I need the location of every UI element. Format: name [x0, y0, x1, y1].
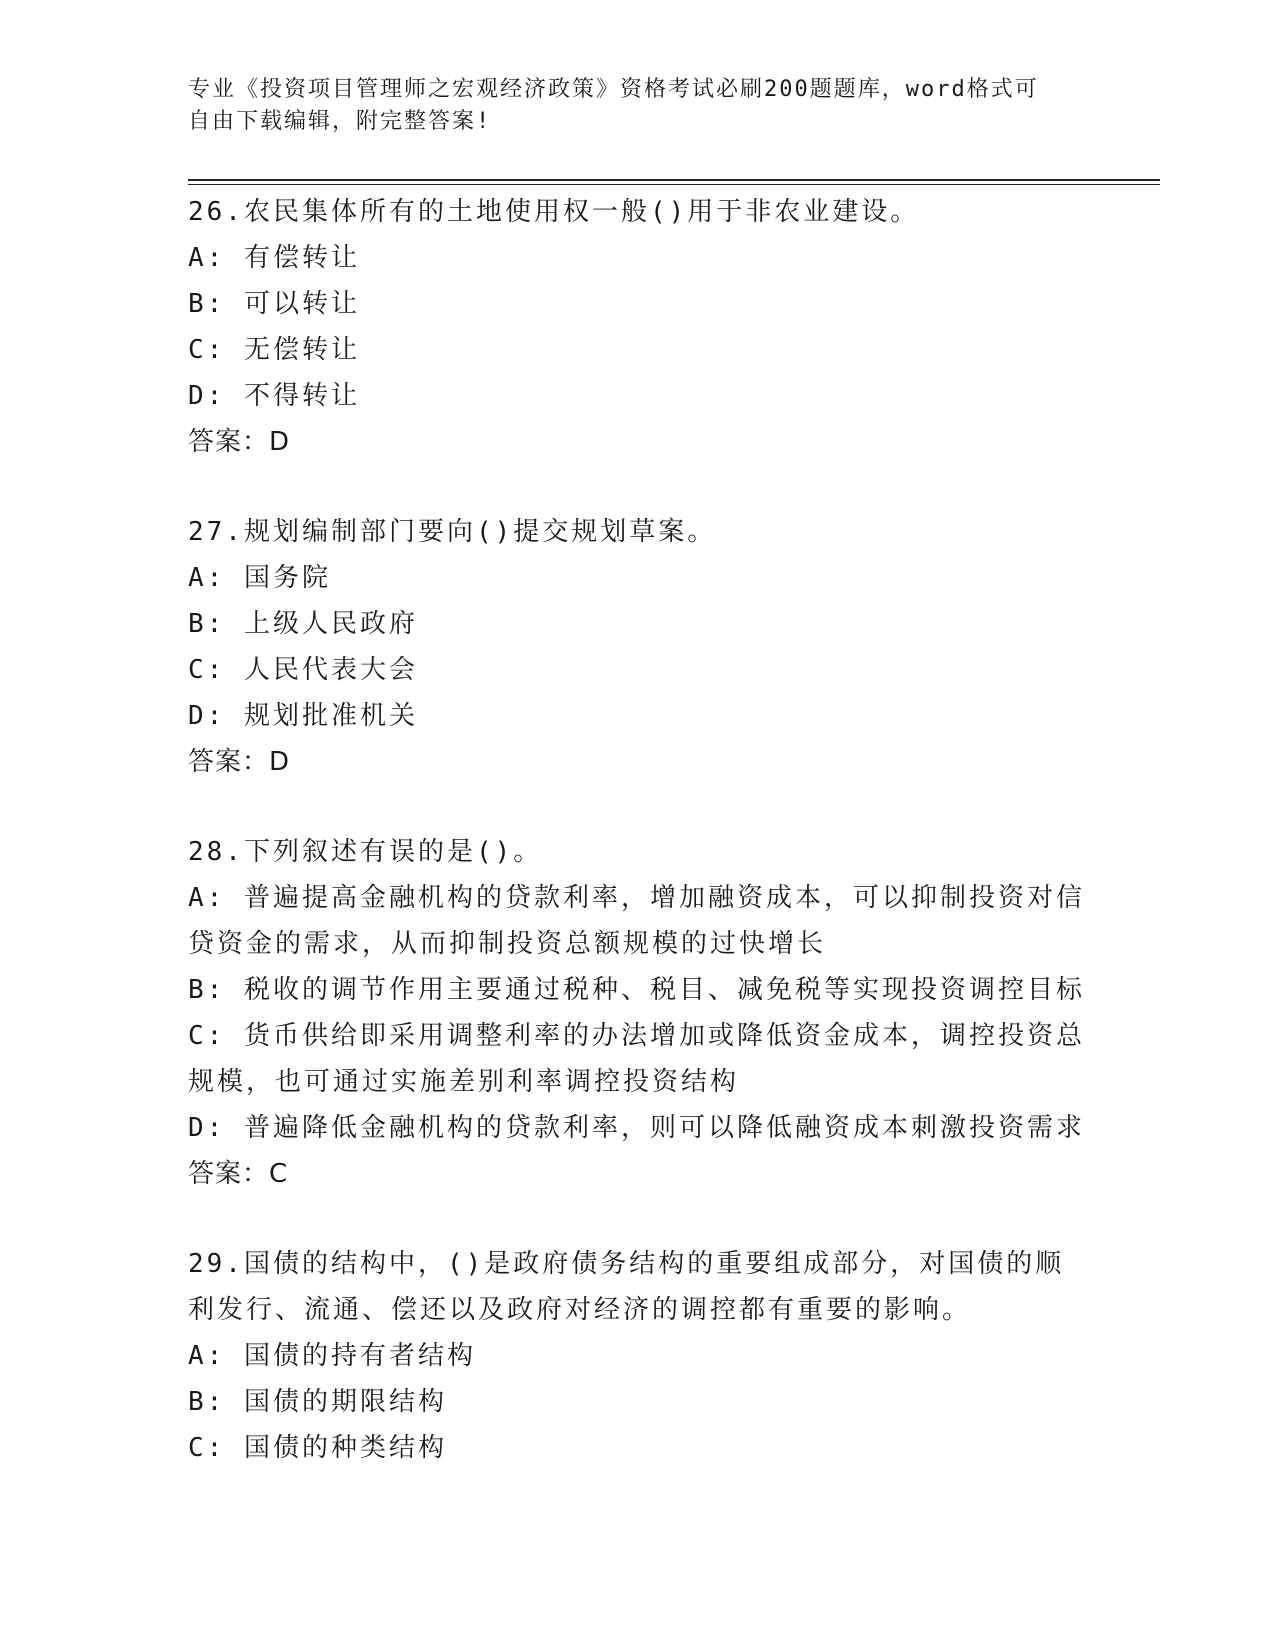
option-c: C: 国债的种类结构: [188, 1433, 447, 1463]
header-line-2: 自由下载编辑，附完整答案!: [188, 109, 492, 134]
option-a: A: 国债的持有者结构: [188, 1341, 476, 1371]
option-b: B: 国债的期限结构: [188, 1387, 447, 1417]
question-stem: 29.国债的结构中，()是政府债务结构的重要组成部分，对国债的顺利发行、流通、偿还以及政府对经济的调控都有重要的影响。: [188, 1249, 1065, 1325]
option-c: C: 人民代表大会: [188, 655, 418, 685]
option-a: A: 有偿转让: [188, 243, 360, 273]
answer-line: 答案：D: [188, 747, 291, 777]
option-a: A: 普遍提高金融机构的贷款利率，增加融资成本，可以抑制投资对信贷资金的需求，从而抑制投资总额规模的过快增长: [188, 883, 1085, 959]
document-header: [188, 74, 1068, 138]
answer-line: 答案：D: [188, 427, 291, 457]
option-d: D: 规划批准机关: [188, 701, 418, 731]
option-c: C: 货币供给即采用调整利率的办法增加或降低资金成本，调控投资总规模，也可通过实施差别利率调控投资结构: [188, 1021, 1085, 1097]
question-27: [188, 509, 1088, 785]
option-b: B: 可以转让: [188, 289, 360, 319]
option-d: D: 不得转让: [188, 381, 360, 411]
header-line-1: 专业《投资项目管理师之宏观经济政策》资格考试必刷200题题库，word格式可: [188, 77, 1039, 102]
question-stem: 28.下列叙述有误的是()。: [188, 837, 543, 867]
answer-line: 答案：C: [188, 1159, 289, 1189]
question-29: [188, 1241, 1088, 1471]
option-d: D: 普遍降低金融机构的贷款利率，则可以降低融资成本刺激投资需求: [188, 1113, 1085, 1143]
question-stem: 26.农民集体所有的土地使用权一般()用于非农业建设。: [188, 197, 920, 227]
option-b: B: 税收的调节作用主要通过税种、税目、减免税等实现投资调控目标: [188, 975, 1085, 1005]
question-list: [188, 189, 1088, 1515]
option-b: B: 上级人民政府: [188, 609, 418, 639]
option-a: A: 国务院: [188, 563, 331, 593]
question-26: [188, 189, 1088, 465]
question-28: [188, 829, 1088, 1197]
question-stem: 27.规划编制部门要向()提交规划草案。: [188, 517, 717, 547]
header-divider-thick: [188, 179, 1160, 181]
option-c: C: 无偿转让: [188, 335, 360, 365]
header-divider-thin: [188, 184, 1160, 185]
